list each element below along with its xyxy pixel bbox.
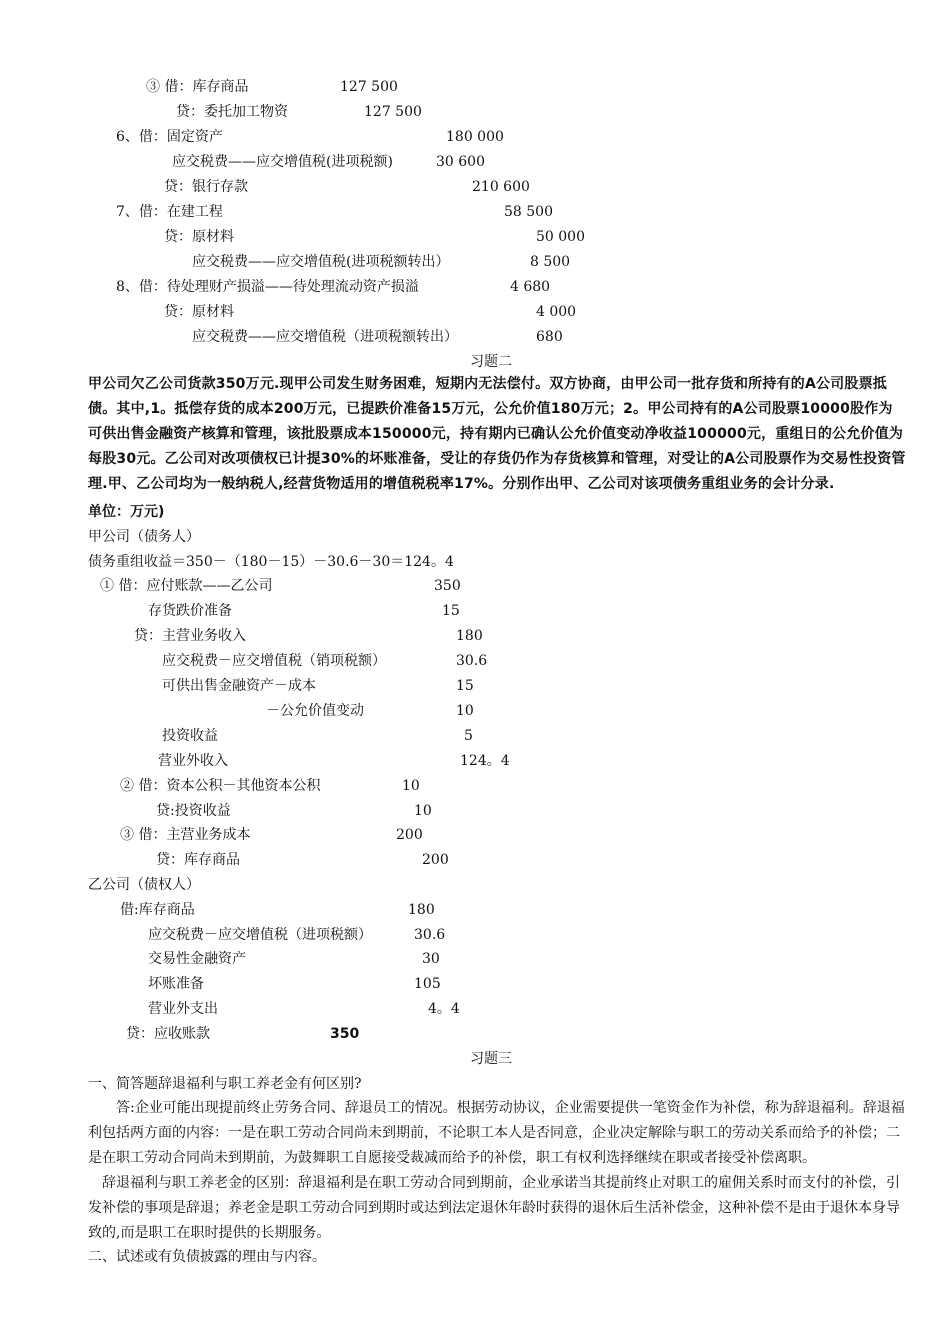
entry-label: 6、借：固定资产: [116, 129, 223, 145]
entry-label: 贷：原材料: [164, 229, 234, 245]
entry-value: 180: [456, 628, 483, 644]
entry-value: 200: [422, 852, 449, 868]
section-title: 习题二: [470, 354, 512, 370]
problem-text: 甲公司欠乙公司货款350万元.现甲公司发生财务困难，短期内无法偿付。双方协商，由甲公司一批存货和所持有的A公司股票抵债。其中,1。抵偿存货的成本200万元，已提跌价准备15万元，公允价值180万元；2。甲公司持有的A公司股票10000股作为可供出售金融资产核算和管理，该批股票成本150000元，持有期内已确认公允价值变动净收益100000元，重组日的公允价值为每股30元。乙公司对改项债权已计提30%的坏账准备，受让的存货仍作为存货核算和管理，对受让的A公司股票作为交易性投资管理.甲、乙公司均为一般纳税人,经营货物适用的增值税税率17%。分别作出甲、乙公司对该项债务重组业务的会计分录.: [88, 376, 906, 492]
entry-value: 180 000: [446, 129, 504, 145]
entry-label: 贷：原材料: [164, 304, 234, 320]
entry-value: 350: [330, 1026, 360, 1042]
entry-value: 50 000: [536, 229, 585, 245]
entry-value: 180: [408, 902, 435, 918]
creditor-heading: 乙公司（债权人）: [88, 877, 200, 893]
question-1: 一、简答题辞退福利与职工养老金有何区别?: [88, 1076, 362, 1092]
entry-label: ③ 借：主营业务成本: [120, 827, 251, 843]
entry-label: 8、借：待处理财产损溢——待处理流动资产损溢: [116, 279, 419, 295]
answer-paragraph-2: 辞退福利与职工养老金的区别：辞退福利是在职工劳动合同到期前，企业承诺当其提前终止对职工的雇佣关系时而支付的补偿，引发补偿的事项是辞退；养老金是职工劳动合同到期时或达到法定退休年龄时获得的退休后生活补偿金，这种补偿不是由于退休本身导致的,而是职工在职时提供的长期服务。: [88, 1175, 900, 1241]
question-2: 二、试述或有负债披露的理由与内容。: [88, 1249, 326, 1265]
entry-value: 127 500: [364, 104, 422, 120]
entry-label: ② 借：资本公积－其他资本公积: [120, 778, 321, 794]
entry-label: 贷：库存商品: [156, 852, 240, 868]
entry-value: 30: [422, 951, 440, 967]
entry-value: 10: [414, 803, 432, 819]
entry-label: ③ 借：库存商品: [146, 79, 249, 95]
entry-value: 30.6: [456, 653, 488, 669]
entry-label: 贷:投资收益: [156, 803, 231, 819]
unit-label: 单位：万元): [88, 504, 165, 520]
entry-value: 127 500: [340, 79, 398, 95]
entry-label: 营业外支出: [148, 1001, 218, 1017]
entry-label: 投资收益: [162, 728, 218, 744]
entry-label: 贷：委托加工物资: [176, 104, 288, 120]
entry-label: 贷：应收账款: [126, 1026, 210, 1042]
debtor-heading: 甲公司（债务人）: [88, 529, 200, 545]
entry-label: 应交税费－应交增值税（销项税额）: [162, 653, 386, 669]
entry-value: 200: [396, 827, 423, 843]
entry-label: 可供出售金融资产－成本: [162, 678, 316, 694]
entry-label: 营业外收入: [158, 753, 228, 769]
entry-value: 4 680: [510, 279, 551, 295]
entry-label: 应交税费——应交增值税(进项税额): [172, 154, 393, 170]
entry-label: ① 借：应付账款——乙公司: [100, 578, 273, 594]
entry-label: 存货跌价准备: [148, 603, 232, 619]
entry-label: 应交税费——应交增值税（进项税额转出）: [192, 329, 458, 345]
section-title: 习题三: [470, 1051, 512, 1067]
entry-value: 58 500: [504, 204, 553, 220]
entry-label: 贷：主营业务收入: [134, 628, 246, 644]
entry-value: 10: [456, 703, 474, 719]
entry-label: 借:库存商品: [120, 902, 195, 918]
gain-formula: 债务重组收益＝350－（180－15）－30.6－30＝124。4: [88, 554, 454, 570]
entry-value: 4。4: [428, 1001, 460, 1017]
entry-value: 4 000: [536, 304, 577, 320]
entry-value: 105: [414, 976, 441, 992]
entry-value: 8 500: [530, 254, 571, 270]
entry-value: 210 600: [472, 179, 530, 195]
entry-label: 应交税费－应交增值税（进项税额）: [148, 927, 372, 943]
entry-value: 5: [464, 728, 473, 744]
entry-label: 贷：银行存款: [164, 179, 248, 195]
entry-value: 15: [456, 678, 474, 694]
entry-label: 应交税费——应交增值税(进项税额转出）: [192, 254, 450, 270]
entry-value: 10: [402, 778, 420, 794]
entry-label: 坏账准备: [148, 976, 204, 992]
entry-label: 7、借：在建工程: [116, 204, 223, 220]
entry-value: 124。4: [460, 753, 510, 769]
entry-value: 350: [434, 578, 461, 594]
answer-paragraph-1: 答:企业可能出现提前终止劳务合同、辞退员工的情况。根据劳动协议，企业需要提供一笔资金作为补偿，称为辞退福利。辞退福利包括两方面的内容：一是在职工劳动合同尚未到期前，不论职工本人是否同意，企业决定解除与职工的劳动关系而给予的补偿；二是在职工劳动合同尚未到期前，为鼓舞职工自愿接受裁减而给予的补偿，职工有权利选择继续在职或者接受补偿离职。: [88, 1100, 905, 1166]
entry-label: －公允价值变动: [266, 703, 364, 719]
entry-value: 680: [536, 329, 563, 345]
entry-value: 15: [442, 603, 460, 619]
entry-value: 30 600: [436, 154, 485, 170]
entry-value: 30.6: [414, 927, 446, 943]
entry-label: 交易性金融资产: [148, 951, 246, 967]
